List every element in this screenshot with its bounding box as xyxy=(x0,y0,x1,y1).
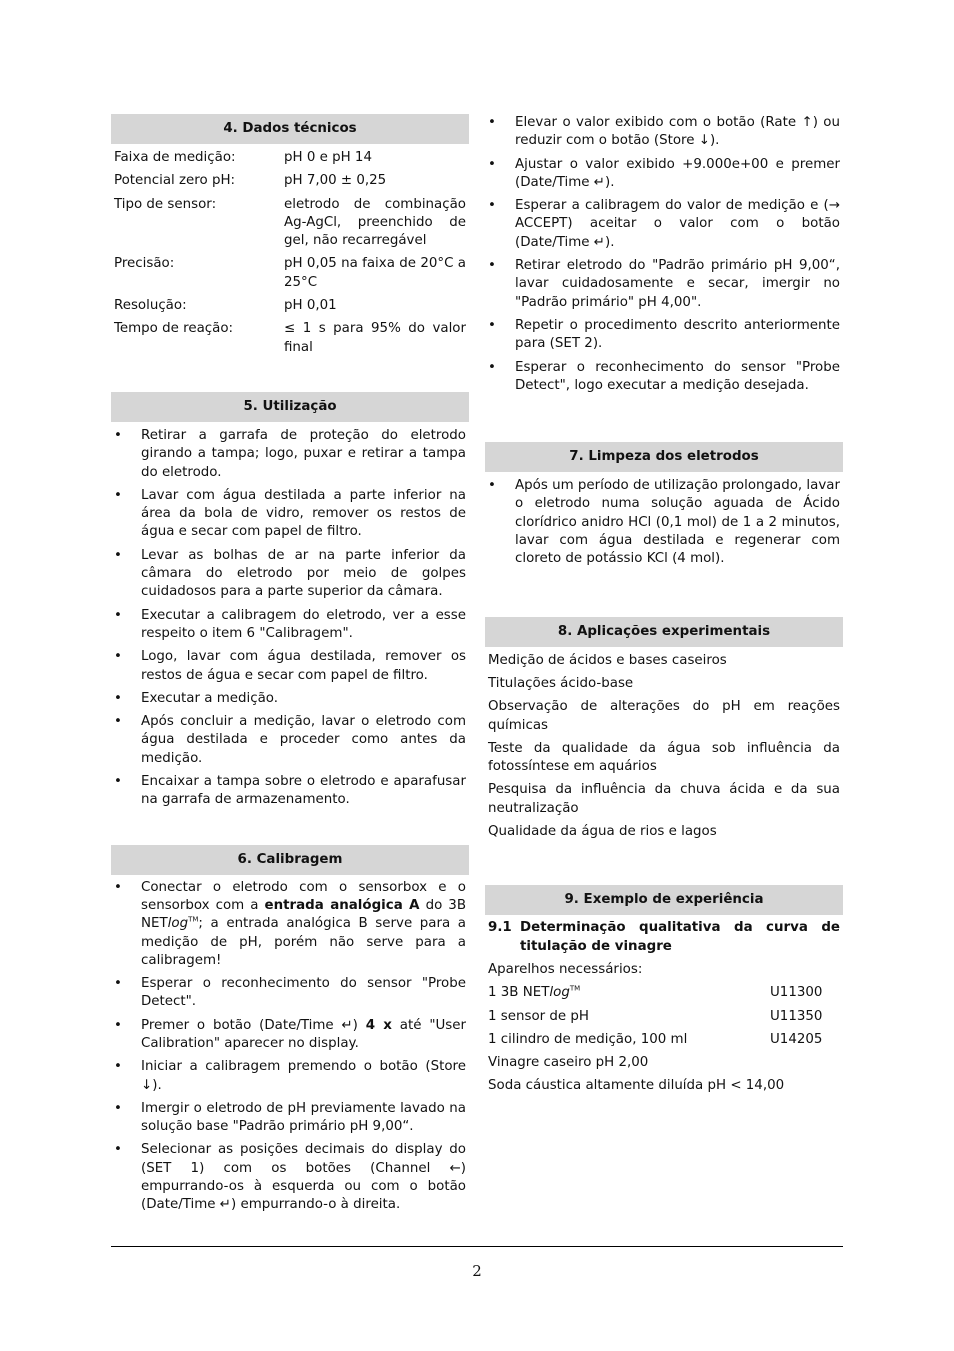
section-calibration-continued xyxy=(485,114,843,395)
section-usage xyxy=(111,392,469,810)
equipment-row: 1 3B NETlog™ U11300 xyxy=(488,984,823,1001)
section-heading: 5. Utilização xyxy=(111,392,469,422)
application-line: Teste da qualidade da água sob influência da fotossíntese em aquários xyxy=(488,740,840,775)
application-line: Titulações ácido-base xyxy=(488,675,634,691)
list-item: • Após concluir a medição, lavar o eletrodo com água destilada e proceder como antes da medição. xyxy=(111,713,469,768)
section-electrode-cleaning xyxy=(485,442,843,568)
list-item: • Levar as bolhas de ar na parte inferior da câmara do eletrodo por meio de golpes cuidadosos para a parte superior da câmara. xyxy=(111,547,469,602)
subsection-heading: 9.1 Determinação qualitativa da curva de titulação de vinagre xyxy=(488,920,840,954)
section-experiment-example xyxy=(485,885,843,1095)
spec-row: Tempo de reação: ≤ 1 s para 95% do valor final xyxy=(114,321,466,355)
section-applications xyxy=(485,617,843,842)
equipment-intro: Aparelhos necessários: xyxy=(488,961,643,977)
spec-row: Resolução: pH 0,01 xyxy=(114,298,337,314)
list-item: • Elevar o valor exibido com o botão (Rate ↑) ou reduzir com o botão (Store ↓). xyxy=(485,114,843,151)
list-item: • Esperar a calibragem do valor de medição e (→ ACCEPT) aceitar o valor com o botão (Date/Time ↵). xyxy=(485,197,843,252)
section-heading: 9. Exemplo de experiência xyxy=(485,885,843,915)
list-item: • Após um período de utilização prolongado, lavar o eletrodo numa solução aguada de Ácido clorídrico anidro HCl (0,1 mol) de 1 a 2 minutos, lavar com água destilada e regenerar com cloreto de potássio KCl (4 mol). xyxy=(485,477,843,568)
application-line: Medição de ácidos e bases caseiros xyxy=(488,652,727,668)
section-heading: 8. Aplicações experimentais xyxy=(485,617,843,647)
material-line: Soda cáustica altamente diluída pH < 14,00 xyxy=(488,1078,785,1094)
spec-row: Tipo de sensor: eletrodo de combinação Ag-AgCl, preenchido de gel, não recarregável xyxy=(114,196,466,249)
list-item: • Encaixar a tampa sobre o eletrodo e aparafusar na garrafa de armazenamento. xyxy=(111,773,469,810)
section-technical-data xyxy=(111,114,469,357)
spec-row: Precisão: pH 0,05 na faixa de 20°C a 25°C xyxy=(114,256,466,290)
section-heading: 7. Limpeza dos eletrodos xyxy=(485,442,843,472)
list-item: • Esperar o reconhecimento do sensor "Probe Detect". xyxy=(111,975,469,1012)
list-item: • Logo, lavar com água destilada, remover os restos de água e secar com papel de filtro. xyxy=(111,648,469,685)
application-line: Observação de alterações do pH em reações químicas xyxy=(488,699,840,733)
list-item: • Lavar com água destilada a parte inferior na área da bola de vidro, remover os restos de água e secar com papel de filtro. xyxy=(111,487,469,542)
equipment-row: 1 sensor de pH U11350 xyxy=(488,1008,823,1024)
list-item: • Imergir o eletrodo de pH previamente lavado na solução base "Padrão primário pH 9,00“. xyxy=(111,1100,469,1137)
list-item: • Conectar o eletrodo com o sensorbox e o sensorbox com a entrada analógica A do 3B NETlog™; a entrada analógica B serve para a medição de pH, porém não serve para a calibragem! xyxy=(111,879,469,970)
section-heading: 4. Dados técnicos xyxy=(111,114,469,144)
right-column xyxy=(485,112,843,1096)
list-item: • Premer o botão (Date/Time ↵) 4 x até "User Calibration" aparecer no display. xyxy=(111,1017,469,1054)
list-item: • Executar a medição. xyxy=(111,690,469,708)
section-heading: 6. Calibragem xyxy=(111,845,469,875)
spec-row: Faixa de medição: pH 0 e pH 14 xyxy=(114,150,372,165)
list-item: • Retirar eletrodo do "Padrão primário pH 9,00“, lavar cuidadosamente e secar, imergir no "Padrão primário" pH 4,00". xyxy=(485,257,843,312)
footer-divider xyxy=(111,1246,843,1247)
list-item: • Iniciar a calibragem premendo o botão (Store ↓). xyxy=(111,1058,469,1095)
section-calibration xyxy=(111,845,469,1215)
list-item: • Selecionar as posições decimais do display do (SET 1) com os botões (Channel ←) empurrando-os à esquerda ou com o botão (Date/Time ↵) empurrando-o à direita. xyxy=(111,1141,469,1214)
equipment-row: 1 cilindro de medição, 100 ml U14205 xyxy=(488,1031,823,1047)
application-line: Qualidade da água de rios e lagos xyxy=(488,824,717,840)
material-line: Vinagre caseiro pH 2,00 xyxy=(488,1055,649,1071)
list-item: • Repetir o procedimento descrito anteriormente para (SET 2). xyxy=(485,317,843,354)
page-number: 2 xyxy=(472,1262,482,1280)
list-item: • Retirar a garrafa de proteção do eletrodo girando a tampa; logo, puxar e retirar a tampa do eletrodo. xyxy=(111,427,469,482)
list-item: • Executar a calibragem do eletrodo, ver a esse respeito o item 6 "Calibragem". xyxy=(111,607,469,644)
spec-row: Potencial zero pH: pH 7,00 ± 0,25 xyxy=(114,173,387,189)
list-item: • Ajustar o valor exibido +9.000e+00 e premer (Date/Time ↵). xyxy=(485,156,843,193)
list-item: • Esperar o reconhecimento do sensor "Probe Detect", logo executar a medição desejada. xyxy=(485,359,843,396)
left-column xyxy=(111,114,469,1220)
application-line: Pesquisa da influência da chuva ácida e da sua neutralização xyxy=(488,782,840,816)
